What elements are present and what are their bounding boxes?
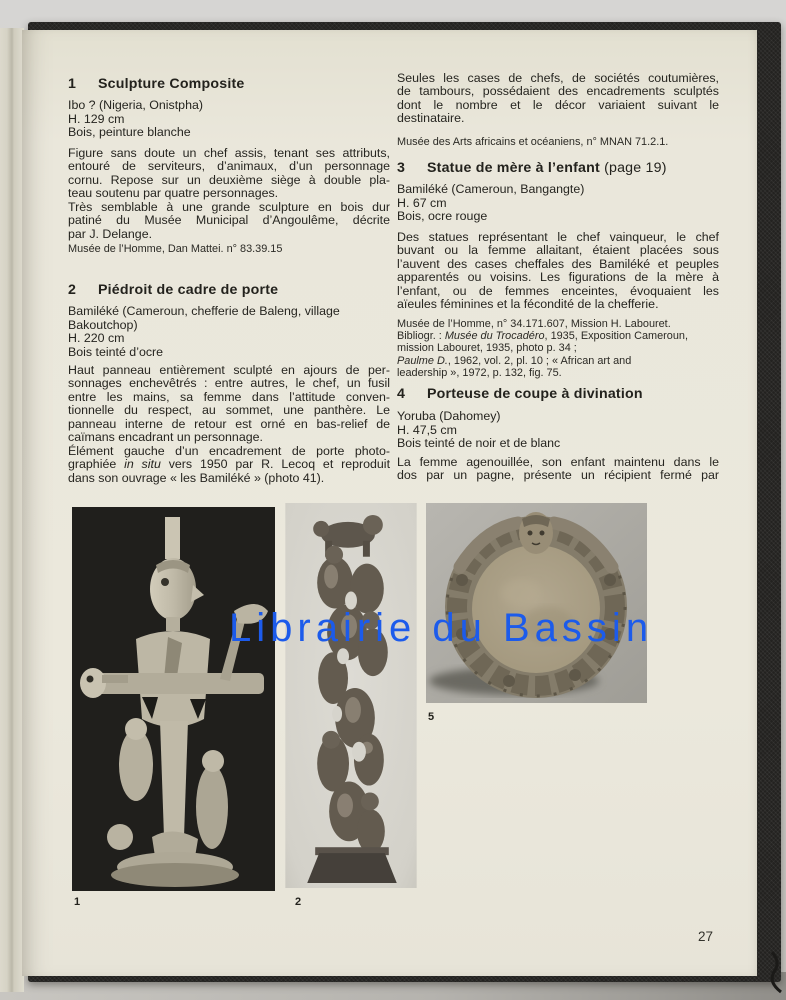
entry-title: Sculpture Composite: [98, 76, 245, 92]
entry-3-paragraph: Des statues représentant le chef vainqueur, le chef buvant ou la femme allaitant, étaient placées sous l’auvent des cases cheffales des Bamiléké et peuples apparentés ou voisins. Les figurations de la mère à l’enfant, ou de femmes enceintes, évoquaient les aïeules féminines et la fécondité de la chefferie.: [397, 230, 719, 312]
page-number: 27: [698, 929, 714, 944]
watermark-text: Librairie du Bassin: [229, 606, 654, 650]
entry-number: 4: [397, 386, 406, 402]
entry-1-paragraph-a: Figure sans doute un chef assis, tenant ses attributs, entouré de serviteurs, d’animaux, d’un personnage cornu. Repose sur un deuxième siège à double pla- teau soutenu par quatre personnages.: [68, 146, 390, 201]
entry-title-suffix: (page 19): [599, 160, 667, 176]
entry-title: Porteuse de coupe à divination: [427, 386, 643, 402]
entry-number: 1: [68, 76, 77, 92]
entry-2-meta: Bamiléké (Cameroun, chefferie de Baleng, village Bakoutchop) H. 220 cm Bois teinté d’ocre: [68, 304, 340, 359]
entry-4-heading: [397, 386, 643, 402]
entry-1-museum-ref: Musée de l’Homme, Dan Mattei. n° 83.39.15: [68, 243, 283, 255]
figure-1-photo: [72, 507, 275, 891]
page-block-edge: [0, 28, 24, 992]
entry-number: 2: [68, 282, 77, 298]
intro-paragraph: Seules les cases de chefs, de sociétés coutumières, de tambours, possédaient des encadrements sculptés dont le nombre et le décor variaient suivant le destinataire.: [397, 71, 719, 126]
entry-title: Statue de mère à l’enfant: [427, 160, 600, 176]
entry-3-meta: Bamiléké (Cameroun, Bangangte) H. 67 cm Bois, ocre rouge: [397, 182, 585, 223]
entry-2-heading: [68, 282, 278, 298]
figure-1-label: 1: [74, 896, 81, 908]
figure-2-label: 2: [295, 896, 302, 908]
figure-2-photo: [285, 503, 417, 888]
entry-3-references: Musée de l’Homme, n° 34.171.607, Mission H. Labouret. Bibliogr. : Musée du Trocadéro, 1935, Exposition Cameroun, mission Labouret, 1935, photo p. 34 ; Paulme D., 1962, vol. 2, pl. 10 ; « African art and leadership », 1972, p. 132, fig. 75.: [397, 318, 688, 379]
figure-5-label: 5: [428, 711, 435, 723]
entry-1-heading: [68, 76, 244, 92]
entry-3-heading: [397, 160, 667, 176]
intro-museum-ref: Musée des Arts africains et océaniens, n° MNAN 71.2.1.: [397, 136, 669, 148]
entry-2-paragraph-a: Haut panneau entièrement sculpté en ajours de per- sonnages enchevêtrés : entre autres, le chef, un fusil entre les mains, sa femme dans l’attitude conven- tionnelle du respect, au sommet, une panthère. Le panneau interne de retour est orné en bas-relief de caïmans encadrant un personnage.: [68, 363, 390, 445]
catalog-page: [22, 30, 757, 976]
entry-4-paragraph: La femme agenouillée, son enfant maintenu dans le dos par un pagne, présente un récipient fermé par: [397, 455, 719, 483]
entry-2-paragraph-b: Élément gauche d’un encadrement de porte photo- graphiée in situ vers 1950 par R. Lecoq et reproduit dans son ouvrage « les Bamiléké » (photo 41).: [68, 444, 391, 485]
entry-title: Piédroit de cadre de porte: [98, 282, 279, 298]
binding-thread: [766, 950, 786, 994]
figure-5-photo: [426, 503, 647, 703]
entry-1-paragraph-b: Très semblable à une grande sculpture en bois dur patiné du Musée Municipal d’Angoulême, décrite par J. Delange.: [68, 200, 390, 241]
entry-number: 3: [397, 160, 406, 176]
entry-4-meta: Yoruba (Dahomey) H. 47,5 cm Bois teinté de noir et de blanc: [397, 409, 561, 450]
entry-1-meta: Ibo ? (Nigeria, Onistpha) H. 129 cm Bois, peinture blanche: [68, 98, 203, 139]
